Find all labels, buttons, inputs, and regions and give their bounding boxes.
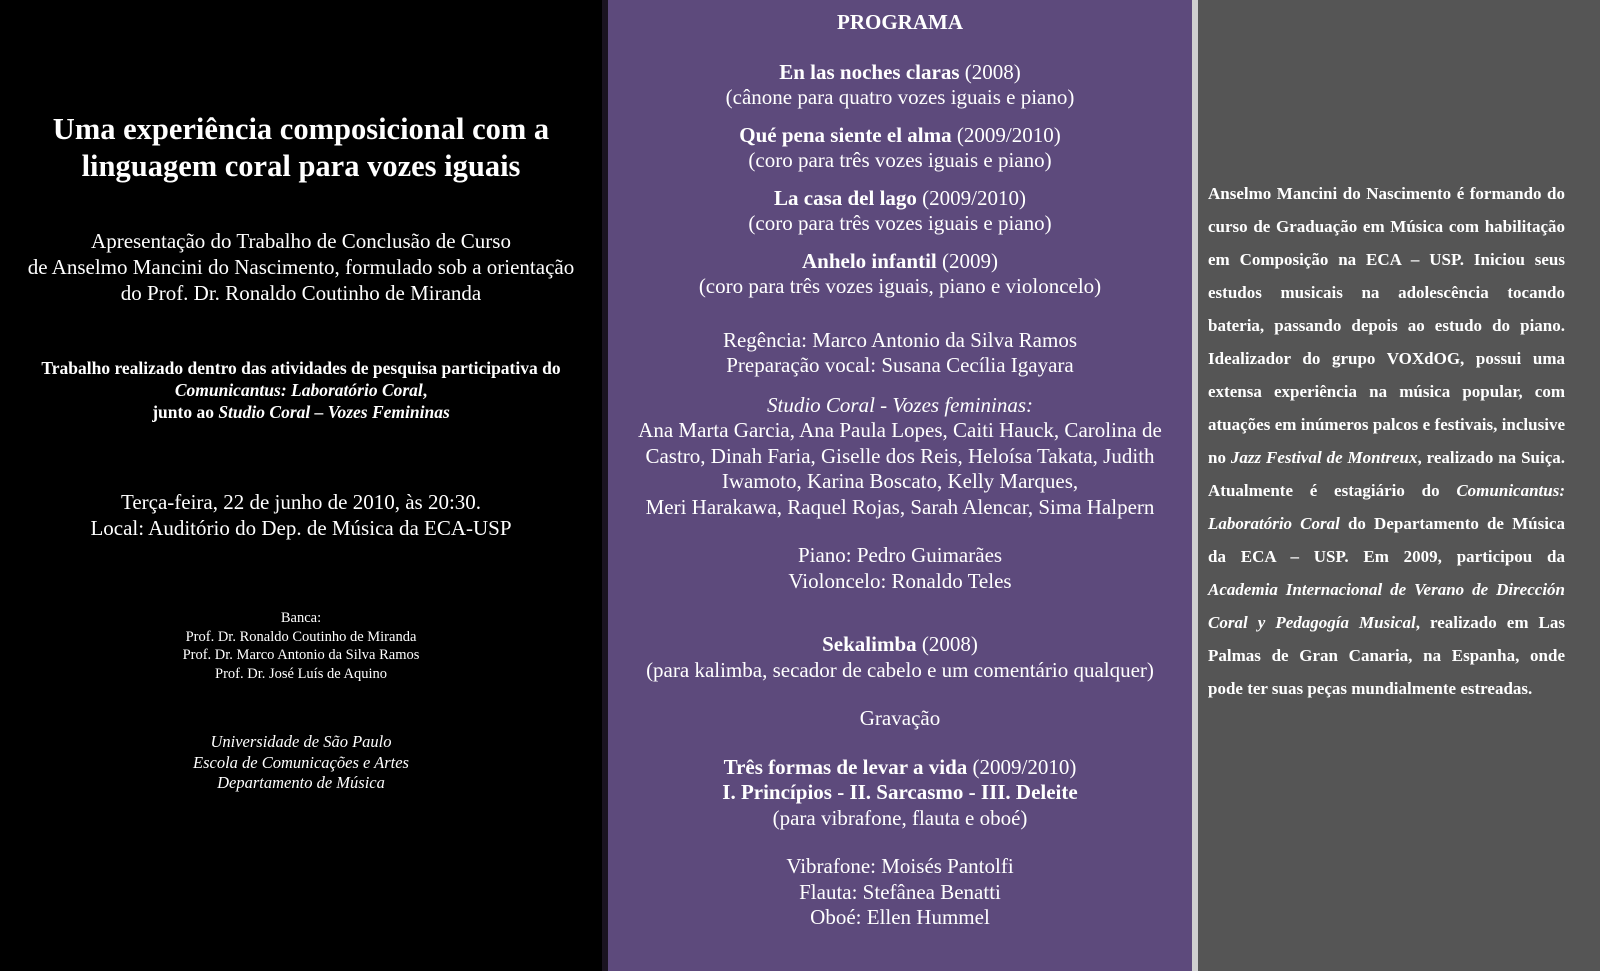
piece-title: Anhelo infantil [801, 248, 937, 273]
program-piece [608, 186, 1192, 237]
bio-text: do Departamento de Música da ECA – USP. Em 2009, participou da [1208, 514, 1565, 566]
choir-heading [608, 393, 1192, 419]
recording-label: Gravação [859, 706, 941, 730]
singers-line: Castro, Dinah Faria, Giselle dos Reis, Heloísa Takata, Judith [645, 443, 1155, 468]
program-piece [608, 123, 1192, 174]
lab-name: Comunicantus: Laboratório Coral [174, 380, 423, 400]
conductor-line: Regência: Marco Antonio da Silva Ramos [722, 327, 1078, 352]
university-block [0, 732, 602, 794]
choir-heading-text: Studio Coral - Vozes femininas: [767, 392, 1033, 417]
piece-year: (2009/2010) [951, 122, 1061, 147]
piece-title: En las noches claras [779, 59, 960, 84]
bio-panel [1198, 0, 1600, 971]
bio-festival: Jazz Festival de Montreux [1230, 448, 1418, 467]
piece-title: Sekalimba [822, 632, 917, 656]
piece-description: (para kalimba, secador de cabelo e um comentário qualquer) [646, 657, 1154, 682]
committee-member: Prof. Dr. Marco Antonio da Silva Ramos [182, 647, 420, 663]
program-content [608, 10, 1192, 931]
research-line: Trabalho realizado dentro das atividades de pesquisa participativa do [41, 358, 561, 378]
bio-text: , realizado na Suiça. Atualmente é estagiário do [1208, 448, 1565, 500]
piece-title: Três formas de levar a vida [723, 754, 968, 779]
cello-line: Violoncelo: Ronaldo Teles [788, 568, 1012, 593]
piece-description: (cânone para quatro vozes iguais e piano) [725, 85, 1075, 109]
piece-description: (coro para três vozes iguais, piano e violoncelo) [698, 274, 1102, 298]
research-note [0, 357, 602, 423]
committee [0, 609, 602, 683]
research-line [0, 379, 602, 401]
date-line: Terça-feira, 22 de junho de 2010, às 20:30. [120, 490, 482, 514]
studio-name: Studio Coral – Vozes Femininas [218, 402, 450, 422]
piece-year: (2008) [959, 59, 1021, 84]
university-line: Universidade de São Paulo [210, 732, 392, 751]
university-line: Escola de Comunicações e Artes [193, 752, 409, 772]
lab-suffix: , [422, 380, 428, 400]
title-line: linguagem coral para vozes iguais [81, 149, 521, 183]
bio-lab: Comunicantus: Laboratório Coral [1208, 481, 1565, 533]
piece-movements: I. Princípios - II. Sarcasmo - III. Deleite [722, 780, 1078, 804]
singers-line: Iwamoto, Karina Boscato, Kelly Marques, [721, 469, 1079, 493]
piece-description: (coro para três vozes iguais e piano) [748, 148, 1052, 172]
program-piece [608, 249, 1192, 300]
singers-line: Ana Marta Garcia, Ana Paula Lopes, Caiti Hauck, Carolina de [638, 418, 1162, 442]
piece-year: (2008) [916, 632, 978, 656]
committee-member: Prof. Dr. José Luís de Aquino [215, 665, 387, 682]
piece-description: (para vibrafone, flauta e oboé) [772, 805, 1028, 830]
piece-year: (2009) [936, 248, 999, 273]
vibraphone-line: Vibrafone: Moisés Pantolfi [786, 854, 1014, 878]
junto-text: junto ao [152, 402, 219, 422]
title-line: Uma experiência composicional com a [52, 112, 550, 146]
committee-label: Banca: [280, 610, 322, 626]
university-line: Departamento de Música [217, 773, 385, 792]
bio-text: , realizado em Las Palmas de Gran Canaria, na Espanha, onde pode ter suas peças mundialmente estreadas. [1208, 613, 1565, 698]
program-piece [608, 60, 1192, 111]
flute-line: Flauta: Stefânea Benatti [799, 879, 1001, 904]
presentation-text [0, 228, 602, 306]
program-heading: PROGRAMA [837, 10, 963, 34]
piece-title: La casa del lago [774, 185, 917, 210]
left-panel [0, 0, 602, 971]
piece-description: (coro para três vozes iguais e piano) [748, 211, 1052, 235]
singers-line: Meri Harakawa, Raquel Rojas, Sarah Alencar, Sima Halpern [645, 494, 1155, 519]
research-line [0, 401, 602, 423]
date-location [0, 489, 602, 541]
vocal-prep-line: Preparação vocal: Susana Cecília Igayara [726, 353, 1074, 377]
presentation-line: do Prof. Dr. Ronaldo Coutinho de Miranda [120, 281, 482, 305]
piece-year: (2009/2010) [916, 185, 1026, 210]
piano-line: Piano: Pedro Guimarães [797, 543, 1003, 567]
presentation-line: Apresentação do Trabalho de Conclusão de Curso [91, 229, 511, 253]
composer-bio [1208, 177, 1565, 705]
bio-text: Anselmo Mancini do Nascimento é formando do curso de Graduação em Música com habilitação em Composição na ECA – USP. Iniciou seus estudos musicais na adolescência tocando bateria, passando depois ao estudo do piano. Idealizador do grupo VOXdOG, possui uma extensa experiência na música popular, com atuações em inúmeros palcos e festivais, inclusive no [1208, 184, 1565, 467]
bio-academy: Academia Internacional de Verano de Dirección Coral y Pedagogía Musical [1208, 580, 1565, 632]
piece-year: (2009/2010) [967, 754, 1077, 779]
event-title [0, 111, 602, 185]
piece-title: Qué pena siente el alma [739, 122, 952, 147]
location-line: Local: Auditório do Dep. de Música da ECA-USP [90, 516, 512, 540]
program-panel [608, 0, 1192, 971]
presentation-line: de Anselmo Mancini do Nascimento, formulado sob a orientação [27, 255, 575, 279]
committee-member: Prof. Dr. Ronaldo Coutinho de Miranda [185, 628, 417, 645]
oboe-line: Oboé: Ellen Hummel [810, 905, 990, 929]
